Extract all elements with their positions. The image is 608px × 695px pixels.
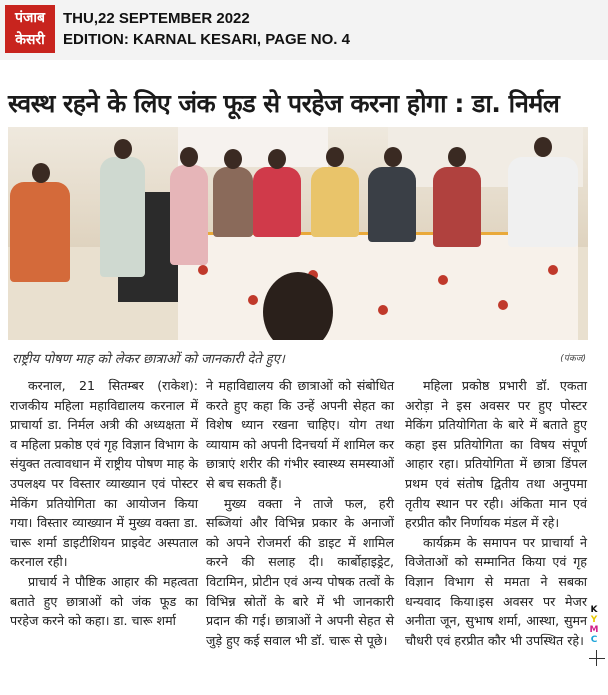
- photo-person: [508, 157, 578, 247]
- photo-table: [178, 232, 578, 340]
- article-photo: [8, 127, 588, 340]
- photo-person: [170, 165, 208, 265]
- logo-text-line2: केसरी: [15, 32, 45, 48]
- article-column-2: [206, 376, 394, 650]
- paragraph: मुख्य वक्ता ने ताजे फल, हरी सब्जियां और विभिन्न प्रकार के अनाजों को अपने रोजमर्रा की डाइट में शामिल करने की सलाह दी। कार्बोहाइड्रेट, विटामिन, प्रोटीन एवं अन्य पोषक तत्वों के विभिन्न स्रोतों के बारे में भी जानकारी प्रदान की गई। छात्राओं ने अपनी सेहत से जुड़े हुए कई सवाल भी डॉ. चारू से पूछे।: [206, 495, 394, 648]
- edition-header: [0, 0, 608, 60]
- paragraph: कार्यक्रम के समापन पर प्राचार्या ने विजेताओं को सम्मानित किया एवं गृह विज्ञान विभाग से ममता ने सबका धन्यवाद किया।इस अवसर पर मेजर अनीता जून, सुभाष शर्मा, आस्था, सुमन चौधरी एवं हरप्रीत कौर भी उपस्थित रहे।: [405, 534, 587, 648]
- photo-person: [311, 167, 359, 237]
- cmyk-print-mark: [589, 605, 599, 645]
- photo-banner: [178, 127, 328, 167]
- photo-person: [10, 182, 70, 282]
- edition-info: EDITION: KARNAL KESARI, PAGE NO. 4: [63, 31, 350, 48]
- logo-text-line1: पंजाब: [15, 10, 45, 26]
- cmyk-c: C: [590, 635, 598, 645]
- article-column-1: [10, 376, 198, 631]
- edition-date: THU,22 SEPTEMBER 2022: [63, 10, 250, 27]
- photo-credit: (पंकज): [560, 354, 586, 364]
- cmyk-k: K: [590, 605, 598, 615]
- cmyk-y: Y: [590, 615, 598, 625]
- paragraph: महिला प्रकोष्ठ प्रभारी डॉ. एकता अरोड़ा ने इस अवसर पर हुए पोस्टर मेकिंग प्रतियोगिता के बारे में बताते हुए कहा इस प्रतियोगिता का विषय संपूर्ण आहार रहा। प्रतियोगिता में छात्रा डिंपल प्रथम एवं संतोष द्वितीय तथा अनुपमा तृतीय स्थान पर रही। अंकिता मान एवं हरप्रीत कौर निर्णायक मंडल में रहे।: [405, 378, 587, 531]
- cmyk-m: M: [589, 625, 599, 635]
- paragraph: ने महाविद्यालय की छात्राओं को संबोधित करते हुए कहा कि उन्हें अपनी सेहत का विशेष ध्यान रखना चाहिए। योग तथा व्यायाम को अपनी दिनचर्या में शामिल कर छात्राएं शरीर की गंभीर स्वास्थ्य समस्याओं से बच सकती हैं।: [206, 378, 394, 491]
- photo-person: [213, 167, 253, 237]
- registration-mark-icon: [589, 650, 605, 666]
- photo-person: [100, 157, 145, 277]
- photo-person: [433, 167, 481, 247]
- article-column-3: [405, 376, 587, 650]
- paragraph: करनाल, 21 सितम्बर (राकेश): राजकीय महिला महाविद्यालय करनाल में प्राचार्या डा. निर्मल अत्री की अध्यक्षता में व महिला प्रकोष्ठ एवं गृह विज्ञान विभाग के संयुक्त तत्वावधान में राष्ट्रीय पोषण माह के उपलक्ष्य पर विस्तार व्याख्यान एवं पोस्टर मेकिंग प्रतियोगिता का आयोजन किया गया। विस्तार व्याख्यान में मुख्य वक्ता डा. चारू शर्मा डाइटीशियन प्राइवेट अस्पताल करनाल रही।: [10, 378, 198, 570]
- punjab-kesari-logo: [5, 5, 55, 53]
- photo-person: [368, 167, 416, 242]
- paragraph: प्राचार्य ने पौष्टिक आहार की महत्वता बताते हुए छात्राओं को जंक फूड का परहेज करने को कहा। डा. चारू शर्मा: [10, 573, 198, 629]
- photo-caption: राष्ट्रीय पोषण माह को लेकर छात्राओं को जानकारी देते हुए।: [12, 352, 285, 367]
- photo-person: [253, 167, 301, 237]
- article-headline: स्वस्थ रहने के लिए जंक फूड से परहेज करना होगा : डा. निर्मल: [8, 89, 560, 118]
